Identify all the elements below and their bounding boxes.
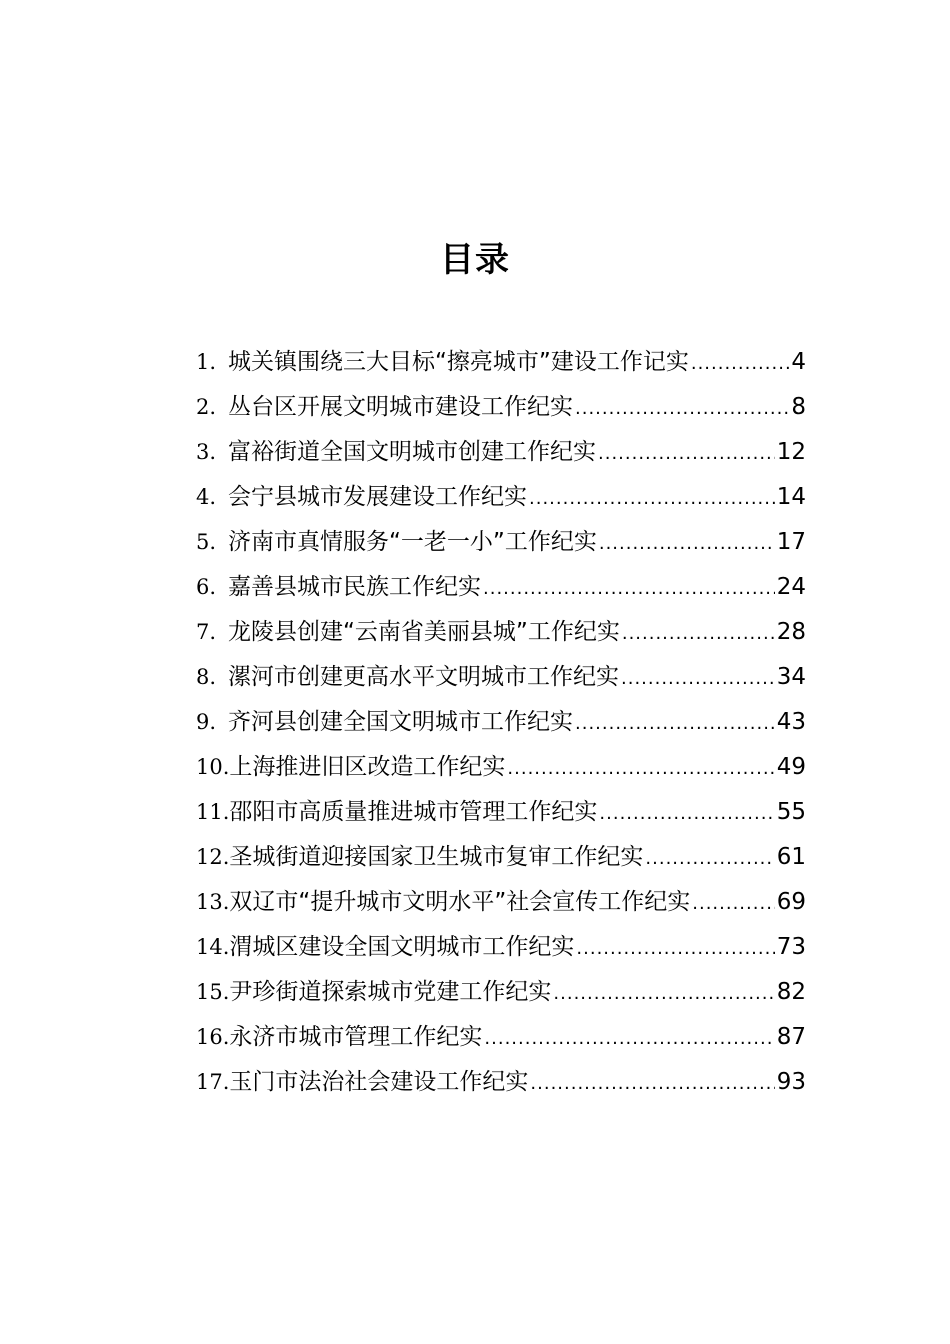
- toc-entry-number: 8.: [196, 665, 217, 689]
- toc-entry-number: 15.: [196, 980, 230, 1004]
- toc-entry-page-number: 73: [776, 934, 806, 960]
- toc-entry-number: 10.: [196, 755, 230, 779]
- toc-entry-page-number: 69: [776, 889, 806, 915]
- toc-entry[interactable]: [196, 835, 806, 880]
- toc-entry[interactable]: [196, 925, 806, 970]
- toc-entry-page-number: 24: [776, 574, 806, 600]
- toc-dot-leader: [575, 386, 789, 431]
- toc-entry-number: 11.: [196, 800, 230, 824]
- toc-dot-leader: [575, 701, 775, 746]
- toc-entry-number: 2.: [196, 395, 217, 419]
- toc-entry[interactable]: [196, 610, 806, 655]
- toc-entry-title: 齐河县创建全国文明城市工作纪实: [228, 709, 573, 735]
- toc-entry-page-number: 34: [776, 664, 806, 690]
- toc-entry-number: 9.: [196, 710, 217, 734]
- toc-entry-number: 6.: [196, 575, 217, 599]
- toc-entry[interactable]: [196, 655, 806, 700]
- toc-entry-number: 17.: [196, 1070, 230, 1094]
- toc-entry-title: 玉门市法治社会建设工作纪实: [229, 1069, 529, 1095]
- toc-entry[interactable]: [196, 475, 806, 520]
- toc-entry-page-number: 82: [776, 979, 806, 1005]
- toc-entry[interactable]: [196, 745, 806, 790]
- toc-entry[interactable]: [196, 340, 806, 385]
- toc-dot-leader: [599, 791, 774, 836]
- toc-entry[interactable]: [196, 1015, 806, 1060]
- toc-dot-leader: [529, 476, 775, 521]
- toc-entry-title: 会宁县城市发展建设工作纪实: [228, 484, 527, 510]
- toc-entry[interactable]: [196, 430, 806, 475]
- toc-entry-title: 济南市真情服务“一老一小”工作纪实: [228, 529, 597, 555]
- toc-entry-number: 4.: [196, 485, 217, 509]
- toc-dot-leader: [622, 611, 775, 656]
- toc-entry-title: 永济市城市管理工作纪实: [229, 1024, 483, 1050]
- toc-entry-page-number: 4: [791, 349, 806, 375]
- toc-entry-number: 12.: [196, 845, 230, 869]
- toc-entry[interactable]: [196, 880, 806, 925]
- toc-entry-title: 上海推进旧区改造工作纪实: [229, 754, 506, 780]
- toc-entry-page-number: 87: [776, 1024, 806, 1050]
- toc-entry-page-number: 14: [776, 484, 806, 510]
- toc-entry-title: 丛台区开展文明城市建设工作纪实: [228, 394, 573, 420]
- toc-dot-leader: [692, 881, 774, 926]
- toc-entry-number: 5.: [196, 530, 217, 554]
- toc-dot-leader: [484, 1016, 774, 1061]
- toc-entry-page-number: 61: [776, 844, 806, 870]
- toc-entry-page-number: 55: [776, 799, 806, 825]
- toc-entry[interactable]: [196, 520, 806, 565]
- toc-entry-number: 14.: [196, 935, 230, 959]
- toc-entry[interactable]: [196, 970, 806, 1015]
- toc-entry-page-number: 8: [791, 394, 806, 420]
- toc-entry-page-number: 93: [776, 1069, 806, 1095]
- toc-entry-title: 渭城区建设全国文明城市工作纪实: [229, 934, 575, 960]
- toc-dot-leader: [483, 566, 775, 611]
- toc-entry-number: 1.: [196, 350, 217, 374]
- toc-entry-title: 邵阳市高质量推进城市管理工作纪实: [229, 799, 598, 825]
- toc-entry-number: 16.: [196, 1025, 230, 1049]
- toc-dot-leader: [553, 971, 774, 1016]
- toc-entry-page-number: 28: [776, 619, 806, 645]
- toc-entry[interactable]: [196, 1060, 806, 1105]
- toc-entry-page-number: 43: [776, 709, 806, 735]
- toc-dot-leader: [599, 521, 775, 566]
- toc-dot-leader: [645, 836, 774, 881]
- toc-entry-number: 13.: [196, 890, 230, 914]
- toc-entry-title: 尹珍街道探索城市党建工作纪实: [229, 979, 552, 1005]
- toc-dot-leader: [507, 746, 774, 791]
- toc-entry-number: 3.: [196, 440, 217, 464]
- toc-entry-title: 龙陵县创建“云南省美丽县城”工作纪实: [228, 619, 620, 645]
- toc-entry-title: 双辽市“提升城市文明水平”社会宣传工作纪实: [229, 889, 691, 915]
- toc-entry[interactable]: [196, 700, 806, 745]
- toc-entry-number: 7.: [196, 620, 217, 644]
- toc-dot-leader: [691, 341, 790, 386]
- toc-entry-title: 漯河市创建更高水平文明城市工作纪实: [228, 664, 619, 690]
- toc-dot-leader: [621, 656, 775, 701]
- toc-dot-leader: [576, 926, 774, 971]
- toc-entry-title: 嘉善县城市民族工作纪实: [228, 574, 481, 600]
- toc-list: [196, 340, 806, 1105]
- toc-entry-page-number: 49: [776, 754, 806, 780]
- toc-entry[interactable]: [196, 565, 806, 610]
- toc-entry-title: 富裕街道全国文明城市创建工作纪实: [228, 439, 596, 465]
- toc-entry[interactable]: [196, 790, 806, 835]
- toc-title: 目录: [440, 240, 510, 280]
- toc-dot-leader: [598, 431, 775, 476]
- toc-entry[interactable]: [196, 385, 806, 430]
- toc-dot-leader: [530, 1061, 774, 1106]
- toc-entry-title: 城关镇围绕三大目标“擦亮城市”建设工作记实: [228, 349, 689, 375]
- toc-entry-page-number: 12: [776, 439, 806, 465]
- toc-entry-title: 圣城街道迎接国家卫生城市复审工作纪实: [229, 844, 644, 870]
- toc-entry-page-number: 17: [776, 529, 806, 555]
